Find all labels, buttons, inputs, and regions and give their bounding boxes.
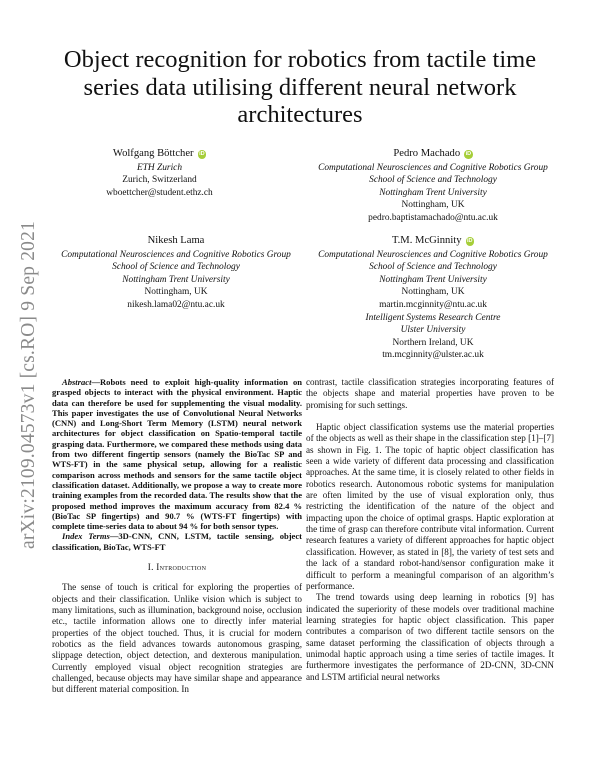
- author-email: nikesh.lama02@ntu.ac.uk: [127, 299, 225, 310]
- right-column: [306, 377, 554, 683]
- author-location: Zurich, Switzerland: [122, 175, 197, 186]
- author-affiliation: School of Science and Technology: [369, 175, 497, 186]
- author-block-1: [62, 148, 257, 199]
- paper-title: Object recognition for robotics from tactile time series data utilising different neural network architectures: [63, 46, 537, 128]
- section-heading-introduction: [52, 562, 302, 573]
- author-location: Northern Ireland, UK: [392, 337, 474, 348]
- author-location: Nottingham, UK: [401, 200, 465, 211]
- author-block-3: [45, 235, 307, 312]
- arxiv-identifier-stamp: [16, 215, 42, 555]
- author-affiliation: School of Science and Technology: [112, 262, 240, 273]
- body-paragraph: contrast, tactile classification strategies incorporating features of the objects shape and material properties have proven to be promising for such settings.: [306, 377, 554, 410]
- section-number: I.: [147, 562, 157, 573]
- abstract-text: —Robots need to exploit high-quality information on grasped objects to interact with the physical environment. Haptic data can therefore be used for supplementing the visual modality. This paper investigates the use of Convolutional Neural Networks (CNN) and Long-Short Term Memory (LSTM) neural network architectures for object classification on Spatio-temporal tactile grasping data. Furthermore, we compared these methods using data from two different fingertip sensors (namely the BioTac SP and WTS-FT) in the same physical setup, allowing for a realistic comparison across methods and sensors for the same tactile object classification dataset. Additionally, we propose a way to create more training examples from the recorded data. The results show that the proposed method improves the maximum accuracy from 82.4 % (BioTac SP fingertips) and 90.7 % (WTS-FT fingertips) with complete time-series data to about 94 % for both sensor types.: [52, 377, 302, 532]
- author-affiliation: Nottingham Trent University: [379, 187, 487, 198]
- author-affiliation: Ulster University: [400, 325, 466, 336]
- author-name: Wolfgang Böttcher: [112, 148, 194, 159]
- author-name: Nikesh Lama: [147, 235, 205, 246]
- orcid-icon[interactable]: iD: [199, 151, 205, 158]
- index-terms-text: —3D-CNN, CNN, LSTM, tactile sensing, object classification, BioTac, WTS-FT: [52, 531, 302, 552]
- author-affiliation: Nottingham Trent University: [379, 274, 487, 285]
- left-column: [52, 377, 302, 696]
- index-terms: [52, 531, 302, 552]
- author-location: Nottingham, UK: [144, 287, 208, 298]
- author-affiliation: Computational Neurosciences and Cognitive Robotics Group: [318, 162, 548, 173]
- arxiv-identifier-text: arXiv:2109.04573v1 [cs.RO] 9 Sep 2021: [18, 220, 40, 550]
- author-name: T.M. McGinnity: [391, 235, 462, 246]
- author-block-4: [302, 235, 564, 362]
- author-location: Nottingham, UK: [401, 287, 465, 298]
- author-block-2: [302, 148, 564, 225]
- orcid-icon[interactable]: iD: [467, 238, 473, 245]
- author-affiliation: ETH Zurich: [136, 162, 183, 173]
- author-email: pedro.baptistamachado@ntu.ac.uk: [368, 212, 498, 223]
- body-paragraph: Haptic object classification systems use the material properties of the objects as well as their shape in the classification step [1]–[7] as shown in Fig. 1. The topic of haptic object classification has seen a wide variety of different data processing and classification approaches. At the same time, it is closely related to other fields in robotics research. Autonomous robotic systems for manipulation are often limited by the use of visual exploration only, thus restricting the identification of the nature of the object and impacting upon the choice of optimal grasps. Haptic exploration at the time of grasp can therefore contribute vital information. Current research features a variety of different approaches for haptic object classification. However, as stated in [8], the variety of test sets and the lack of a standard robot-hand/sensor configuration make it difficult to perform a meaningful comparison of an algorithm’s performance.: [306, 422, 554, 591]
- author-email: tm.mcginnity@ulster.ac.uk: [382, 350, 484, 361]
- author-affiliation: Computational Neurosciences and Cognitive Robotics Group: [318, 249, 548, 260]
- abstract: [52, 377, 302, 531]
- abstract-label: Abstract: [62, 377, 92, 387]
- author-affiliation: Intelligent Systems Research Centre: [365, 312, 501, 323]
- index-terms-label: Index Terms: [62, 531, 110, 542]
- body-paragraph: The trend towards using deep learning in robotics [9] has indicated the superiority of these models over traditional machine learning strategies for haptic object classification. This paper contributes a comparison of two different tactile sensors on the same dataset performing the classification of objects through a unimodal haptic approach using a time series of tactile images. It furthermore investigates the performance of 2D-CNN, 3D-CNN and LSTM artificial neural networks: [306, 592, 554, 682]
- author-affiliation: Computational Neurosciences and Cognitive Robotics Group: [61, 249, 291, 260]
- author-name: Pedro Machado: [393, 148, 461, 159]
- author-email: martin.mcginnity@ntu.ac.uk: [379, 299, 487, 310]
- section-title: Introduction: [156, 562, 207, 573]
- orcid-icon[interactable]: iD: [465, 151, 472, 158]
- author-affiliation: School of Science and Technology: [369, 262, 497, 273]
- author-email: wboettcher@student.ethz.ch: [106, 187, 213, 198]
- author-affiliation: Nottingham Trent University: [122, 274, 230, 285]
- intro-paragraph-1: The sense of touch is critical for exploring the properties of objects and their classification. Unlike vision which is subject to many limitations, such as illumination, background noise, occlusion etc., tactile information allows one to directly infer material properties of the object touched. Thus, it is crucial for modern robotics as the field advances towards autonomous grasping, slippage detection, object detection, and dexterous manipulation. Currently employed visual object recognition strategies are challenged, because objects may have similar shape and appearance but different material composition. In: [52, 582, 302, 695]
